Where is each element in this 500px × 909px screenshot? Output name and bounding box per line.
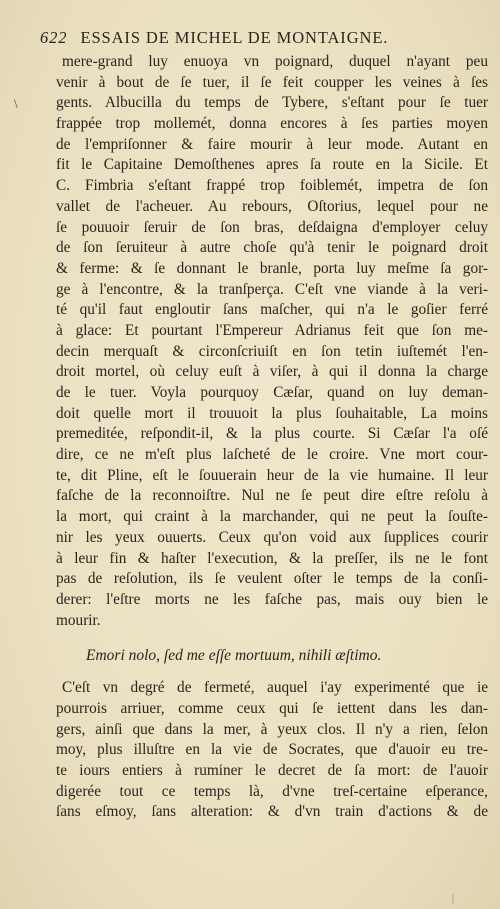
text-line: de ſon ſeruiteur à autre choſe qu'à tenir le poignard droit [56, 239, 488, 257]
text-line: à glace: Et pourtant l'Empereur Adrianus feit que ſon me- [56, 321, 488, 339]
text-line: mourir. [56, 611, 101, 629]
text-line: doit quelle mort il trouuoit la plus ſouhaitable, La moins [56, 404, 488, 422]
text-body [56, 52, 488, 823]
text-line: premeditée, reſpondit-il, & la plus courte. Si Cæſar l'a oſé [56, 425, 488, 443]
text-line: dire, ce ne m'eſt plus laſcheté de le croire. Vne mort cour- [56, 446, 488, 464]
text-line: la mort, qui craint à la marchander, qui ne peut la ſouſte- [56, 508, 488, 526]
text-line: droit mortel, où celuy euſt à viſer, à qui il donna la charge [56, 363, 488, 381]
text-line: venir à bout de ſe tuer, il ſe feit coupper les veines à ſes [56, 73, 488, 91]
text-line: gers, ainſi que dans la mer, à yeux clos. Il n'y a rien, ſelon [56, 720, 488, 738]
text-line: decin merquaſt & circonſcriuiſt en ſon tetin iuſtemét l'en- [56, 342, 488, 360]
text-line: derer: l'eſtre morts ne les faſche pas, mais ouy bien le [56, 590, 488, 608]
text-line: té qu'il faut engloutir ſans maſcher, qui n'a le goſier ferré [56, 301, 488, 319]
margin-mark: \ [14, 96, 18, 111]
text-line: nir les yeux ouuerts. Ceux qu'on void aux ſupplices courir [56, 528, 488, 546]
paragraph-1 [56, 52, 488, 631]
paragraph-2 [56, 678, 488, 823]
page-number: 622 [40, 28, 68, 47]
running-header [40, 28, 470, 50]
text-line: ſe pouuoir ſeruir de ſon bras, deſdaigna d'employer celuy [56, 218, 488, 236]
text-line: mere-grand luy enuoya vn poignard, duquel n'ayant peu [62, 53, 488, 70]
text-line: de le tuer. Voyla pourquoy Cæſar, quand on luy deman- [56, 384, 488, 401]
text-line: pourrois arriuer, comme ceux qui ſe iettent dans les dan- [56, 699, 488, 717]
text-line: faſche de la reconnoiſtre. Nul ne ſe peut dire eſtre reſolu à [56, 487, 488, 505]
text-line: digerée tout ce temps là, d'vne treſ-certaine eſperance, [56, 782, 488, 800]
bottom-mark: | [452, 893, 455, 904]
latin-quote: Emori nolo, ſed me eſſe mortuum, nihili æſtimo. [86, 647, 382, 665]
text-line: frappée trop mollemét, donna encores à ſes parties moyen [56, 115, 488, 133]
text-line: ſans eſmoy, ſans alteration: & d'vn train d'actions & de [56, 803, 488, 821]
text-line: moy, plus illuſtre en la vie de Socrates, que d'auoir eu tre- [56, 741, 488, 759]
text-line: fit le Capitaine Demoſthenes apres ſa route en la Sicile. Et [56, 156, 488, 174]
text-line: ge à l'encontre, & la tranſperça. C'eſt vne viande à la veri- [56, 280, 488, 298]
running-title: ESSAIS DE MICHEL DE MONTAIGNE. [80, 28, 389, 47]
text-line: de l'empriſonner & faire mourir à leur mode. Autant en [56, 135, 488, 153]
text-line: pas de reſolution, ils ſe veulent oſter le temps de la conſi- [56, 570, 488, 588]
text-line: & ferme: & ſe donnant le branle, porta luy meſme ſa gor- [56, 259, 488, 277]
text-line: gents. Albucilla du temps de Tybere, s'eſtant pour ſe tuer [56, 94, 488, 112]
text-line: te iours entiers à ruminer le decret de ſa mort: de l'auoir [56, 762, 488, 779]
text-line: vallet de l'acheuer. Au rebours, Oſtorius, lequel pour ne [56, 197, 488, 215]
text-line: te, dit Pline, eſt le ſouuerain heur de la vie humaine. Il leur [56, 466, 488, 484]
text-line: C'eſt vn degré de fermeté, auquel i'ay experimenté que ie [62, 679, 488, 697]
text-line: à leur fin & haſter l'execution, & la preſſer, ils ne le font [56, 549, 488, 567]
text-line: C. Fimbria s'eſtant frappé trop foiblemét, impetra de ſon [56, 177, 488, 195]
